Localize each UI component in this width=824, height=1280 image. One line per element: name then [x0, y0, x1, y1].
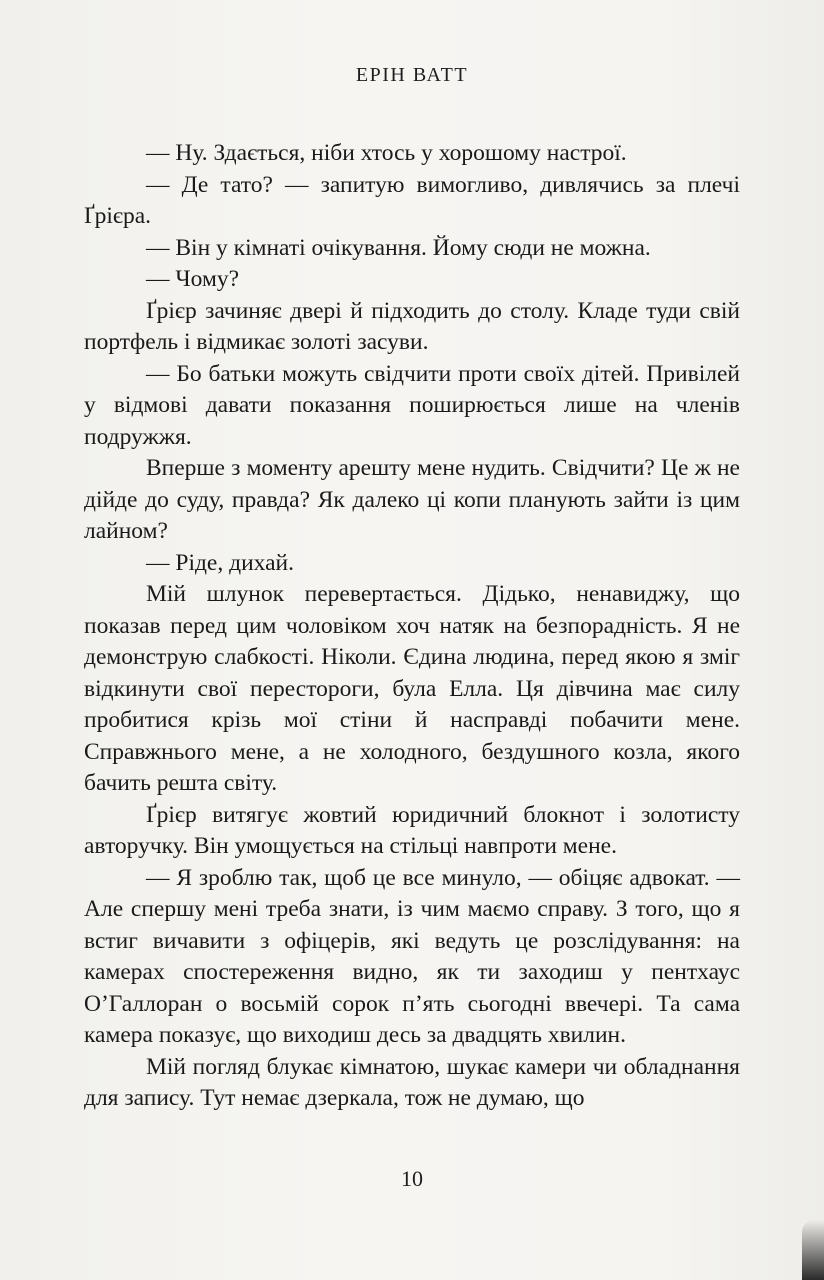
paragraph-8: — Ріде, дихай.	[146, 549, 294, 576]
paragraph-10: Ґрієр витягує жовтий юридичний блокнот і золотисту авторучку. Він умощується на стільці навпроти мене.	[84, 801, 740, 859]
paragraph-12: Мій погляд блукає кімнатою, шукає камери чи обладнання для запису. Тут немає дзеркала, тож не думаю, що	[84, 1053, 740, 1111]
running-head: ЕРІН ВАТТ	[355, 64, 469, 86]
paragraph-5: Ґрієр зачиняє двері й підходить до столу. Кладе туди свій портфель і відмикає золоті засуви.	[84, 297, 740, 355]
paragraph-9: Мій шлунок перевертається. Дідько, ненавиджу, що показав перед цим чоловіком хоч натяк на безпорадність. Я не демонструю слабкості. Ніколи. Єдина людина, перед якою я зміг відкинути свої перестороги, була Елла. Ця дівчина має силу пробитися крізь мої стіни й насправді побачити мене. Справжнього мене, а не холодного, бездушного козла, якого бачить решта світу.	[84, 581, 740, 796]
paragraph-11: — Я зроблю так, щоб це все минуло, — обіцяє адвокат. — Але спершу мені треба знати, із чим маємо справу. З того, що я встиг вичавити з офіцерів, які ведуть це розслідування: на камерах спостереження видно, як ти заходиш у пентхаус О’Галлоран о восьмій сорок п’ять сьогодні ввечері. Та сама камера показує, що виходиш десь за двадцять хвилин.	[84, 864, 740, 1048]
paragraph-7: Вперше з моменту арешту мене нудить. Свідчити? Це ж не дійде до суду, правда? Як далеко ці копи планують зайти із цим лайном?	[84, 455, 740, 544]
body-text	[84, 138, 740, 1115]
paragraph-3: — Він у кімнаті очікування. Йому сюди не можна.	[146, 234, 651, 261]
page-number: 10	[401, 1166, 423, 1191]
paragraph-4: — Чому?	[146, 266, 240, 292]
paragraph-6: — Бо батьки можуть свідчити проти своїх дітей. Привілей у відмові давати показання поширюється лише на членів подружжя.	[84, 360, 740, 450]
page-edge-shadow	[802, 1220, 824, 1280]
paragraph-1: — Ну. Здається, ніби хтось у хорошому настрої.	[146, 140, 627, 166]
paragraph-2: — Де тато? — запитую вимогливо, дивлячись за плечі Ґрієра.	[84, 171, 740, 229]
